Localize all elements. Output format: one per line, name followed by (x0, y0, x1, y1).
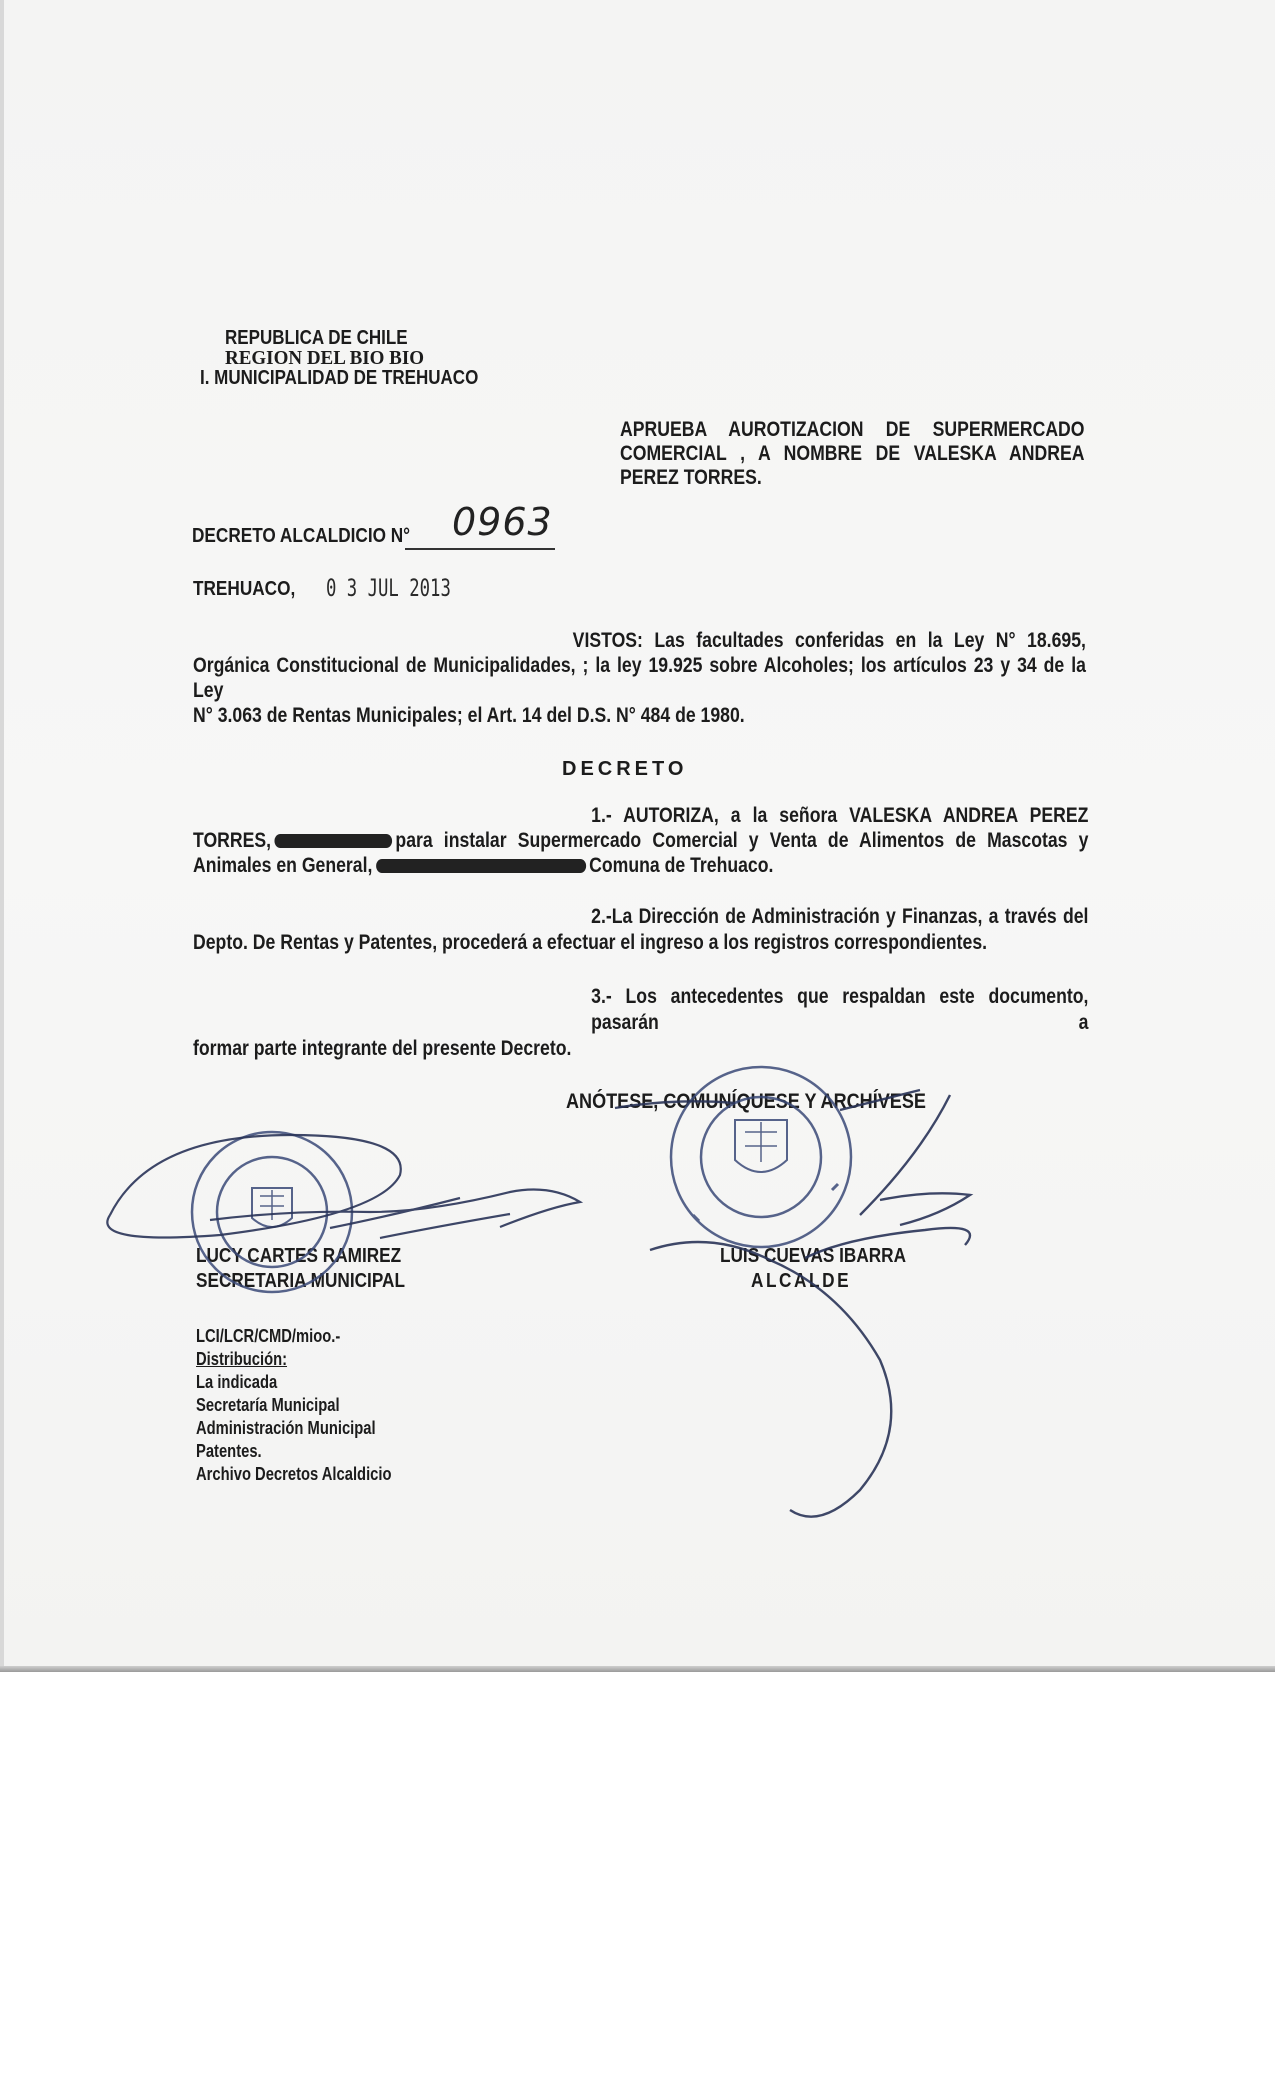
letterhead-region: REGION DEL BIO BIO (225, 347, 425, 369)
distribution-item: La indicada (196, 1372, 278, 1392)
distribution-item: Secretaría Municipal (196, 1395, 340, 1415)
right-mayor-seal (671, 1067, 851, 1247)
distribution-item: Archivo Decretos Alcaldicio (196, 1464, 392, 1484)
article-1-name-end: TORRES, (193, 829, 272, 852)
place-label: TREHUACO, (193, 578, 296, 600)
mayor-title: ALCALDE (750, 1270, 852, 1292)
article-1-line: Animales en General, (193, 854, 373, 877)
distribution-item: Patentes. (196, 1441, 262, 1461)
letterhead-municipality: I. MUNICIPALIDAD DE TREHUACO (200, 367, 479, 389)
initials: LCI/LCR/CMD/mioo.- (196, 1326, 341, 1346)
decree-number-handwritten: 0963 (452, 500, 553, 544)
article-1-line: Comuna de Trehuaco. (589, 854, 774, 877)
article-3-line: 3.- Los antecedentes que respaldan este documento, pasarán a (591, 985, 1089, 1034)
subject-line: PEREZ TORRES. (620, 466, 762, 489)
article-1-line: para instalar Supermercado Comercial y Venta de Alimentos de Mascotas y (395, 829, 1089, 852)
secretary-title: SECRETARIA MUNICIPAL (196, 1270, 405, 1292)
decreto-heading: DECRETO (562, 758, 688, 780)
stamped-date: 0 3 JUL 2013 (326, 574, 451, 602)
vistos-line: N° 3.063 de Rentas Municipales; el Art. 14 del D.S. N° 484 de 1980. (193, 704, 745, 727)
article-3-line: formar parte integrante del presente Decreto. (193, 1037, 572, 1060)
distribution-item: Administración Municipal (196, 1418, 376, 1438)
vistos-line: VISTOS: Las facultades conferidas en la Ley N° 18.695, (572, 629, 1086, 652)
subject-line: APRUEBA AUROTIZACION DE SUPERMERCADO (620, 418, 1085, 441)
subject-line: COMERCIAL , A NOMBRE DE VALESKA ANDREA (620, 442, 1085, 465)
closing-formula: ANÓTESE, COMUNÍQUESE Y ARCHÍVESE (566, 1090, 926, 1113)
article-2-line: 2.-La Dirección de Administración y Finanzas, a través del (591, 905, 1089, 928)
decree-number-label: DECRETO ALCALDICIO N° (192, 525, 411, 547)
article-2-line: Depto. De Rentas y Patentes, procederá a efectuar el ingreso a los registros correspondientes. (193, 931, 988, 954)
article-1-line: 1.- AUTORIZA, a la señora VALESKA ANDREA PEREZ (591, 804, 1089, 827)
distribution-heading: Distribución: (196, 1349, 288, 1369)
mayor-handwritten-signature (615, 1090, 970, 1517)
vistos-line: Orgánica Constitucional de Municipalidades, ; la ley 19.925 sobre Alcoholes; los artículos 23 y 34 de la Ley (193, 654, 1086, 702)
mayor-name: LUIS CUEVAS IBARRA (720, 1245, 907, 1267)
letterhead-country: REPUBLICA DE CHILE (225, 327, 408, 349)
secretary-name: LUCY CARTES RAMIREZ (196, 1245, 402, 1267)
secretary-handwritten-signature (107, 1135, 580, 1238)
